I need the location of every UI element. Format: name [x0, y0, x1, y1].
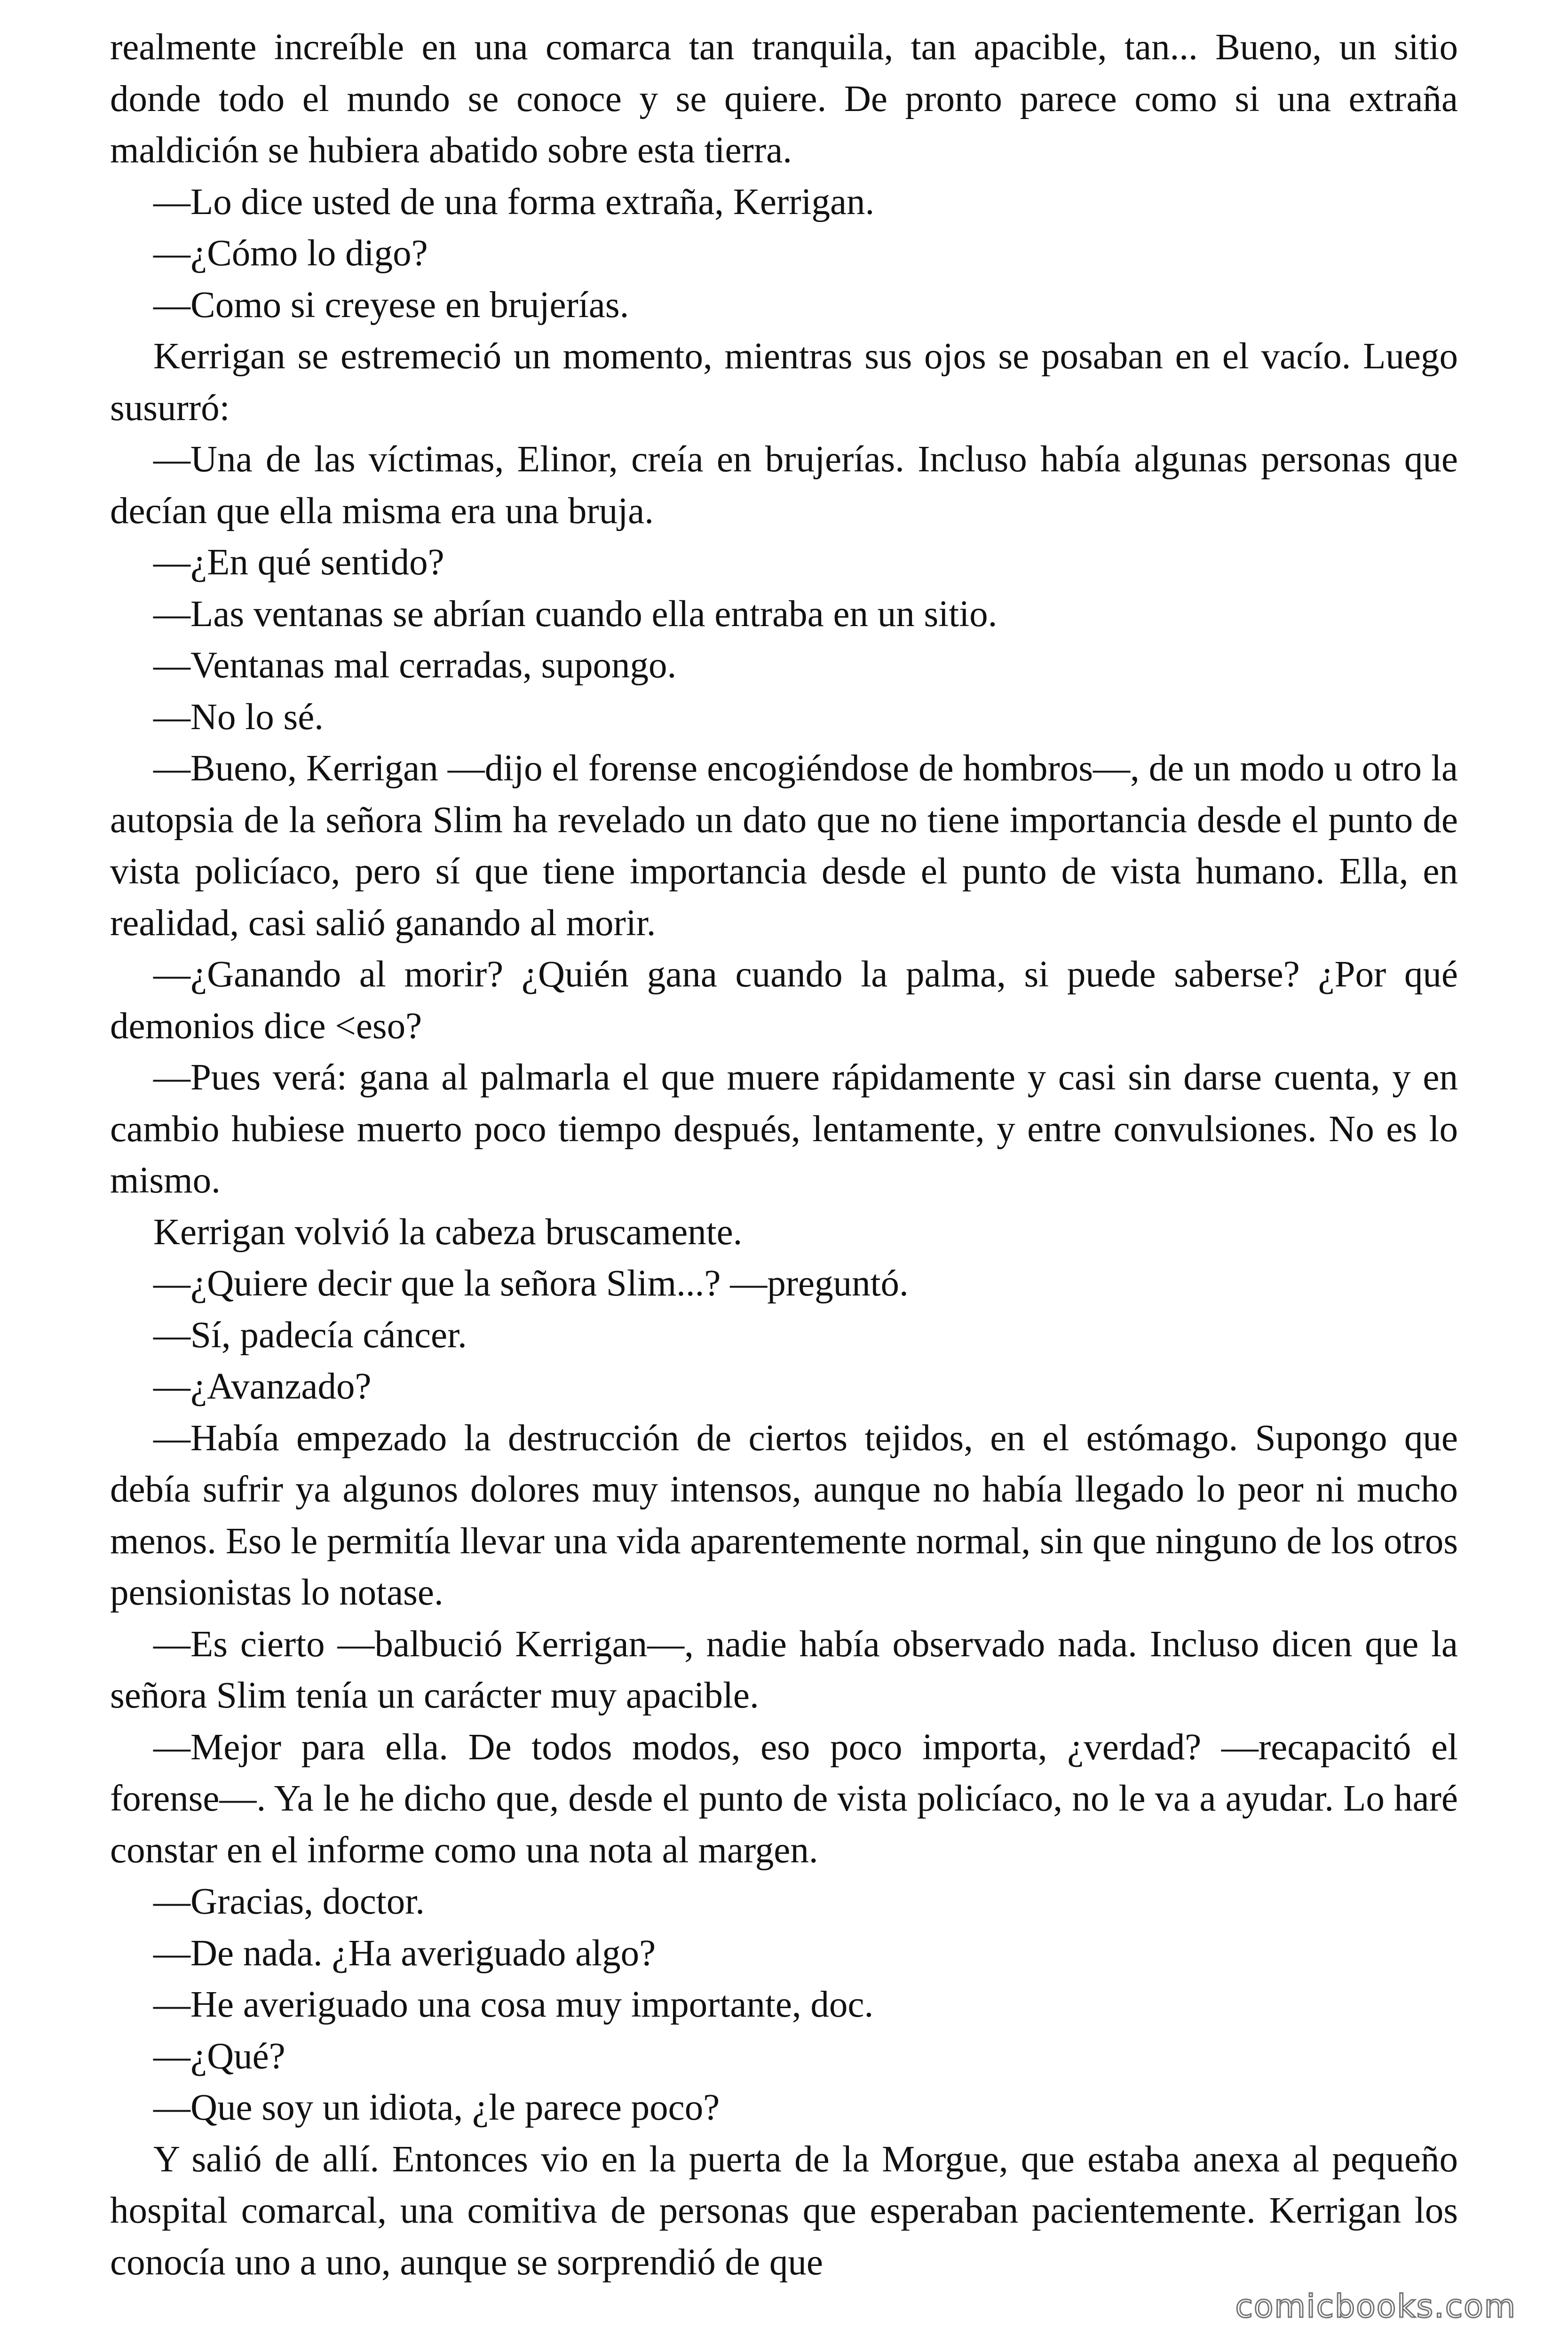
paragraph-16: —Sí, padecía cáncer.: [153, 1314, 467, 1356]
watermark: comicbooks.com: [1235, 2288, 1516, 2325]
paragraph-6: —Una de las víctimas, Elinor, creía en brujerías. Incluso había algunas personas que decían que ella misma era una bruja.: [110, 439, 1458, 532]
paragraph-21: —Gracias, doctor.: [153, 1881, 425, 1922]
paragraph-8: —Las ventanas se abrían cuando ella entraba en un sitio.: [153, 593, 998, 635]
paragraph-24: —¿Qué?: [153, 2035, 285, 2077]
paragraph-26: Y salió de allí. Entonces vio en la puerta de la Morgue, que estaba anexa al pequeño hospital comarcal, una comitiva de personas que esperaban pacientemente. Kerrigan los conocía uno a uno, aunque se sorprendió de que: [110, 2138, 1458, 2283]
paragraph-17: —¿Avanzado?: [153, 1366, 372, 1407]
paragraph-9: —Ventanas mal cerradas, supongo.: [153, 645, 677, 686]
paragraph-22: —De nada. ¿Ha averiguado algo?: [153, 1932, 656, 1974]
paragraph-5: Kerrigan se estremeció un momento, mientras sus ojos se posaban en el vacío. Luego susurró:: [110, 336, 1458, 429]
paragraph-11: —Bueno, Kerrigan —dijo el forense encogiéndose de hombros—, de un modo u otro la autopsia de la señora Slim ha revelado un dato que no tiene importancia desde el punto de vista policíaco, pero sí que tiene importancia desde el punto de vista humano. Ella, en realidad, casi salió ganando al morir.: [110, 748, 1458, 944]
paragraph-4: —Como si creyese en brujerías.: [153, 284, 629, 326]
paragraph-2: —Lo dice usted de una forma extraña, Kerrigan.: [153, 181, 875, 222]
paragraph-1: realmente increíble en una comarca tan tranquila, tan apacible, tan... Bueno, un sitio donde todo el mundo se conoce y se quiere. De pronto parece como si una extraña maldición se hubiera abatido sobre esta tierra.: [110, 27, 1458, 171]
paragraph-20: —Mejor para ella. De todos modos, eso poco importa, ¿verdad? —recapacitó el forense—. Ya le he dicho que, desde el punto de vista policíaco, no le va a ayudar. Lo haré constar en el informe como una nota al margen.: [110, 1726, 1458, 1871]
paragraph-23: —He averiguado una cosa muy importante, doc.: [153, 1984, 874, 2025]
paragraph-10: —No lo sé.: [153, 696, 324, 738]
paragraph-18: —Había empezado la destrucción de ciertos tejidos, en el estómago. Supongo que debía sufrir ya algunos dolores muy intensos, aunque no había llegado lo peor ni mucho menos. Eso le permitía llevar una vida aparentemente normal, sin que ninguno de los otros pensionistas lo notase.: [110, 1417, 1458, 1613]
paragraph-15: —¿Quiere decir que la señora Slim...? —preguntó.: [153, 1263, 909, 1304]
paragraph-3: —¿Cómo lo digo?: [153, 233, 428, 274]
document-page: [110, 22, 1458, 2288]
paragraph-7: —¿En qué sentido?: [153, 542, 444, 583]
paragraph-12: —¿Ganando al morir? ¿Quién gana cuando la palma, si puede saberse? ¿Por qué demonios dice <eso?: [110, 954, 1458, 1047]
paragraph-14: Kerrigan volvió la cabeza bruscamente.: [153, 1211, 743, 1253]
paragraph-25: —Que soy un idiota, ¿le parece poco?: [153, 2087, 720, 2128]
paragraph-13: —Pues verá: gana al palmarla el que muere rápidamente y casi sin darse cuenta, y en cambio hubiese muerto poco tiempo después, lentamente, y entre convulsiones. No es lo mismo.: [110, 1057, 1458, 1201]
paragraph-19: —Es cierto —balbució Kerrigan—, nadie había observado nada. Incluso dicen que la señora Slim tenía un carácter muy apacible.: [110, 1623, 1458, 1716]
